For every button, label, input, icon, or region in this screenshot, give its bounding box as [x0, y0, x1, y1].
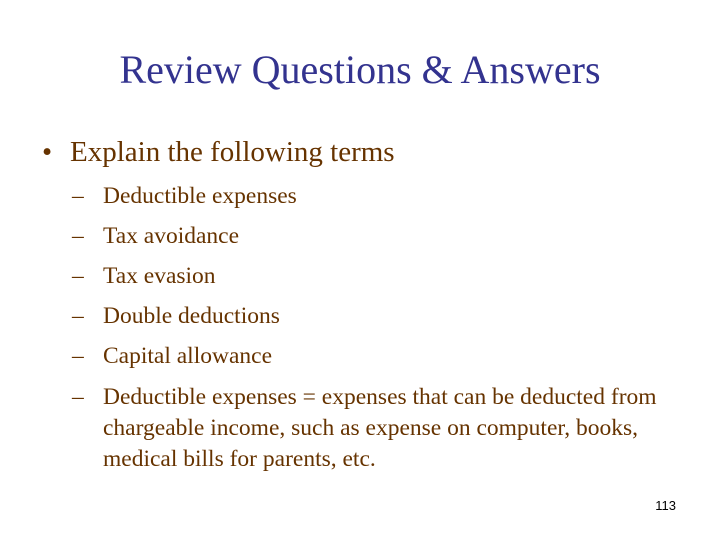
bullet-marker: • [42, 136, 53, 168]
list-item-text: Deductible expenses = expenses that can be deducted from chargeable income, such as expense on computer, books, medical bills for parents, etc. [103, 384, 657, 472]
list-item [72, 296, 692, 336]
list-item [72, 256, 692, 296]
list-item-text: Tax evasion [103, 263, 216, 289]
dash-marker: – [72, 183, 84, 209]
list-item [72, 336, 692, 376]
list-item-text: Tax avoidance [103, 223, 240, 249]
dash-marker: – [72, 223, 84, 249]
dash-marker: – [72, 343, 84, 369]
page-number: 113 [655, 498, 676, 513]
dash-marker: – [72, 303, 84, 329]
list-item [72, 376, 692, 475]
list-item-text: Capital allowance [103, 343, 272, 369]
main-bullet-text: Explain the following terms [70, 136, 395, 168]
slide-title: Review Questions & Answers [119, 47, 601, 92]
list-item [72, 176, 692, 216]
list-item-text: Double deductions [103, 303, 280, 329]
list-item [72, 216, 692, 256]
dash-marker: – [72, 384, 84, 410]
list-item-text: Deductible expenses [103, 183, 297, 209]
main-bullet [42, 134, 395, 170]
dash-marker: – [72, 263, 84, 289]
sub-bullet-list [72, 176, 692, 475]
